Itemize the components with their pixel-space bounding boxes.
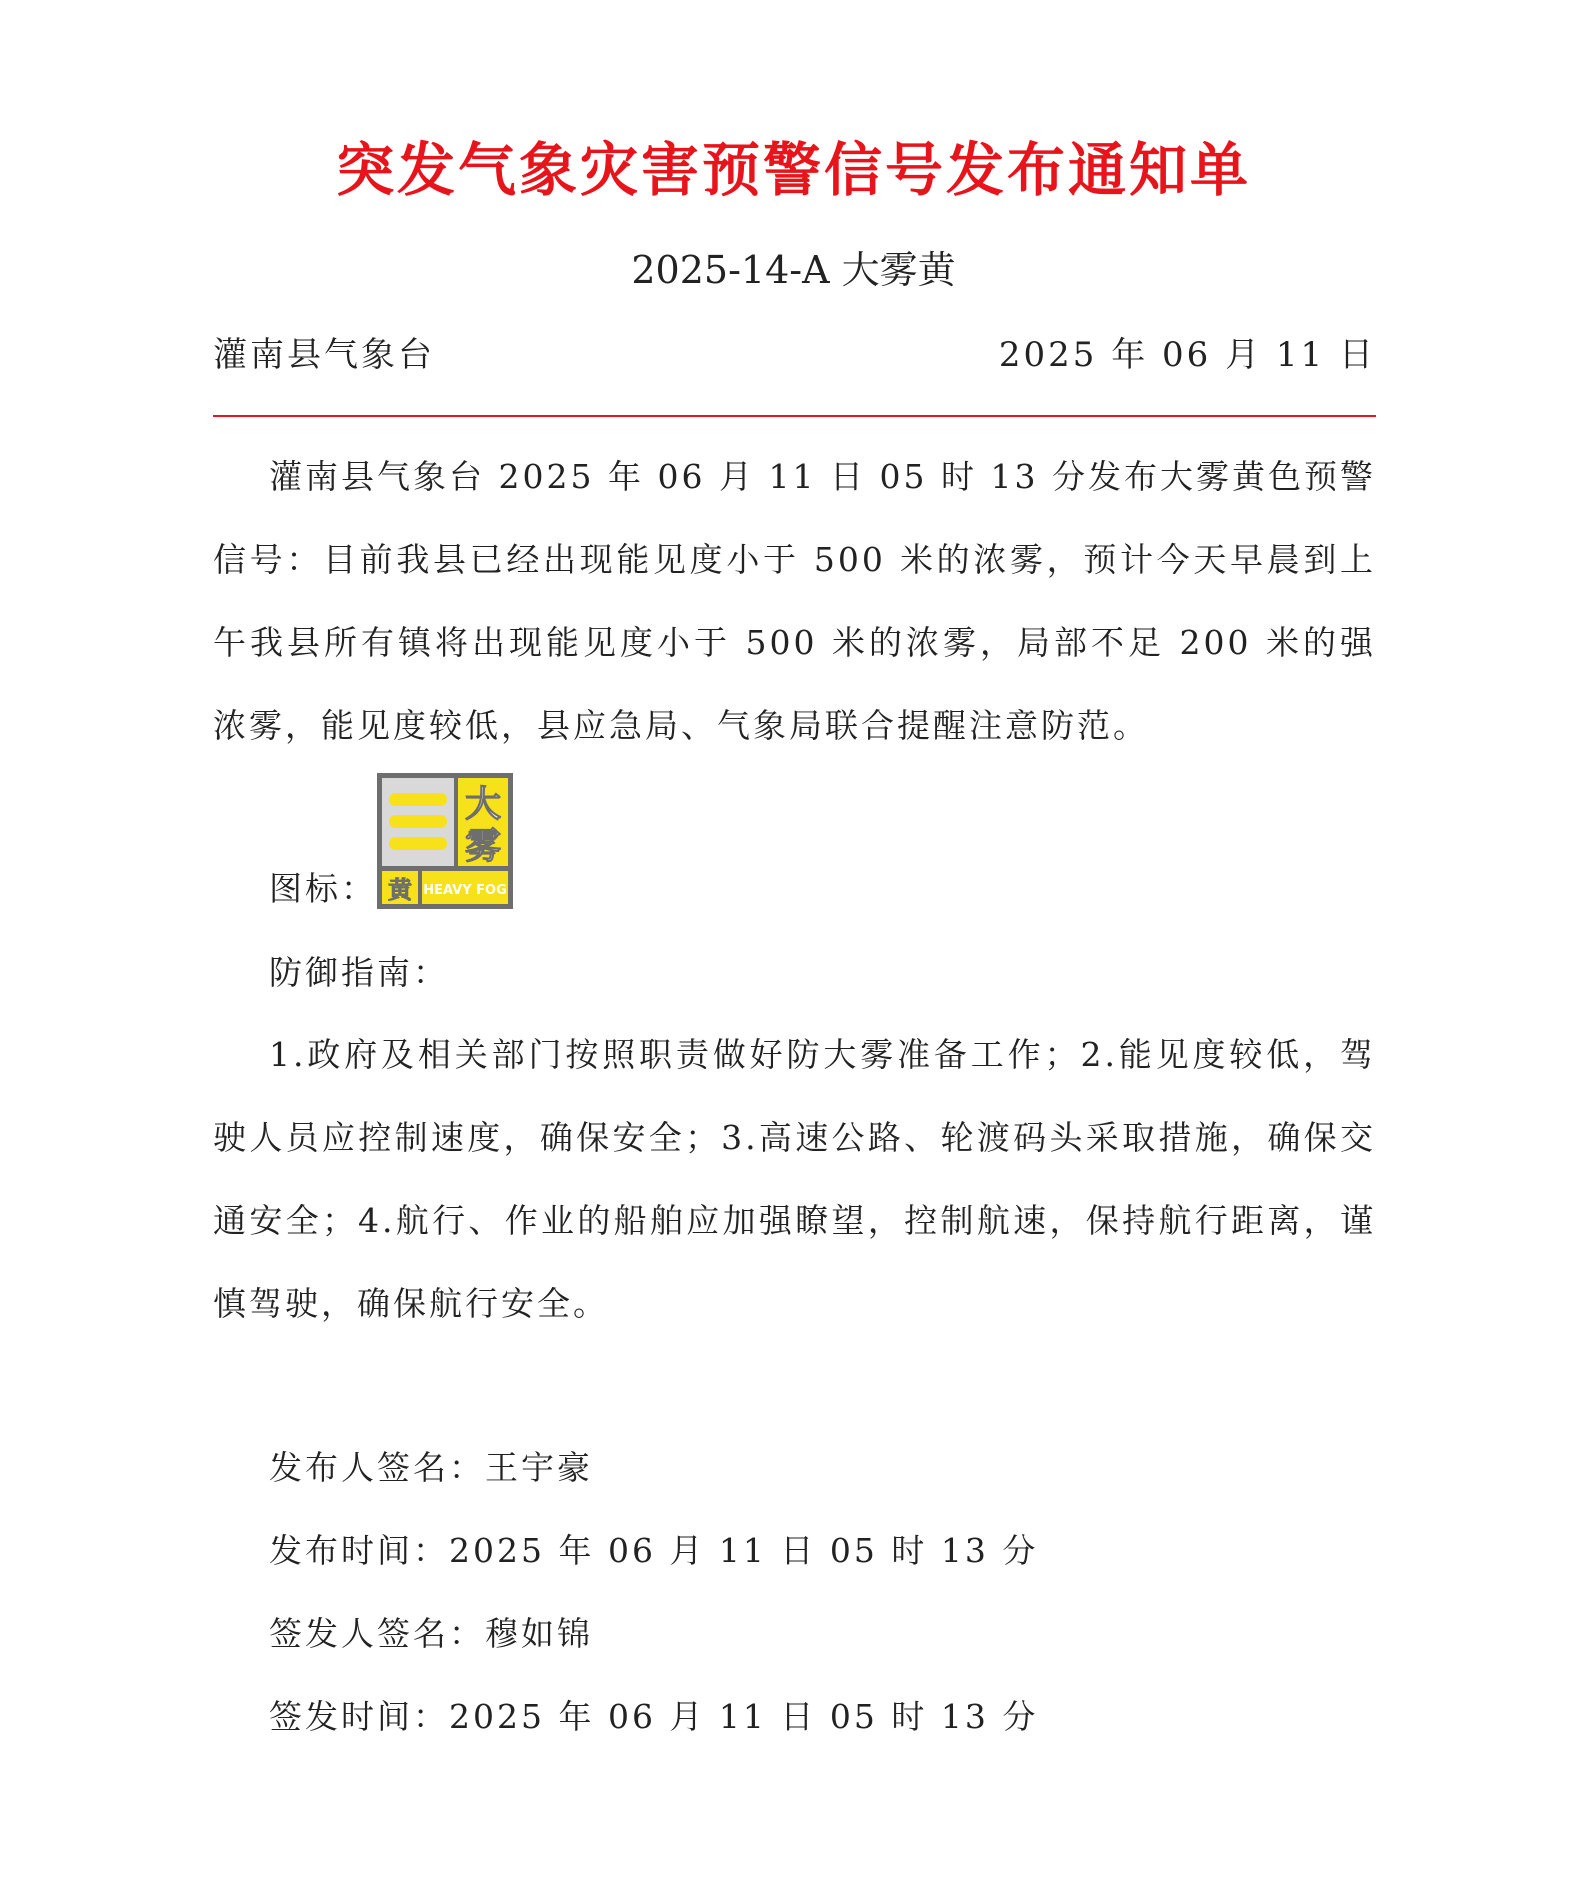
icon-text-level: 黄 <box>388 876 412 904</box>
heavy-fog-yellow-warning-icon <box>377 773 513 909</box>
fog-line-3 <box>389 837 447 850</box>
icon-text-english: HEAVY FOG <box>423 883 507 898</box>
defense-guide-paragraph: 1.政府及相关部门按照职责做好防大雾准备工作；2.能见度较低，驾驶人员应控制速度，确保安全；3.高速公路、轮渡码头采取措施，确保交通安全；4.航行、作业的船舶应加强瞭望，控制航速，保持航行距离，谨慎驾驶，确保航行安全。 <box>213 1035 1376 1323</box>
signer-signature: 签发人签名：穆如锦 <box>269 1614 593 1653</box>
issue-date: 2025 年 06 月 11 日 <box>998 335 1376 375</box>
fog-line-1 <box>389 793 447 806</box>
publish-time: 发布时间：2025 年 06 月 11 日 05 时 13 分 <box>269 1531 1039 1570</box>
sign-time: 签发时间：2025 年 06 月 11 日 05 时 13 分 <box>269 1697 1039 1736</box>
issuer-name: 灌南县气象台 <box>213 335 435 375</box>
publisher-signature: 发布人签名：王宇豪 <box>269 1448 593 1487</box>
issuer-date-row <box>213 327 1376 383</box>
icon-row <box>269 773 669 909</box>
page-title: 突发气象灾害预警信号发布通知单 <box>335 136 1251 204</box>
document-number: 2025-14-A 大雾黄 <box>631 248 956 292</box>
icon-text-wu: 雾 <box>464 826 502 867</box>
icon-text-da: 大 <box>464 784 502 825</box>
red-divider <box>213 415 1376 417</box>
defense-guide-heading: 防御指南： <box>269 953 449 992</box>
fog-line-2 <box>389 815 447 828</box>
icon-label: 图标： <box>269 869 377 908</box>
notice-paragraph: 灌南县气象台 2025 年 06 月 11 日 05 时 13 分发布大雾黄色预警信号：目前我县已经出现能见度小于 500 米的浓雾，预计今天早晨到上午我县所有镇将出现能见度小于 500 米的浓雾，局部不足 200 米的强浓雾，能见度较低，县应急局、气象局联合提醒注意防范。 <box>213 457 1376 745</box>
